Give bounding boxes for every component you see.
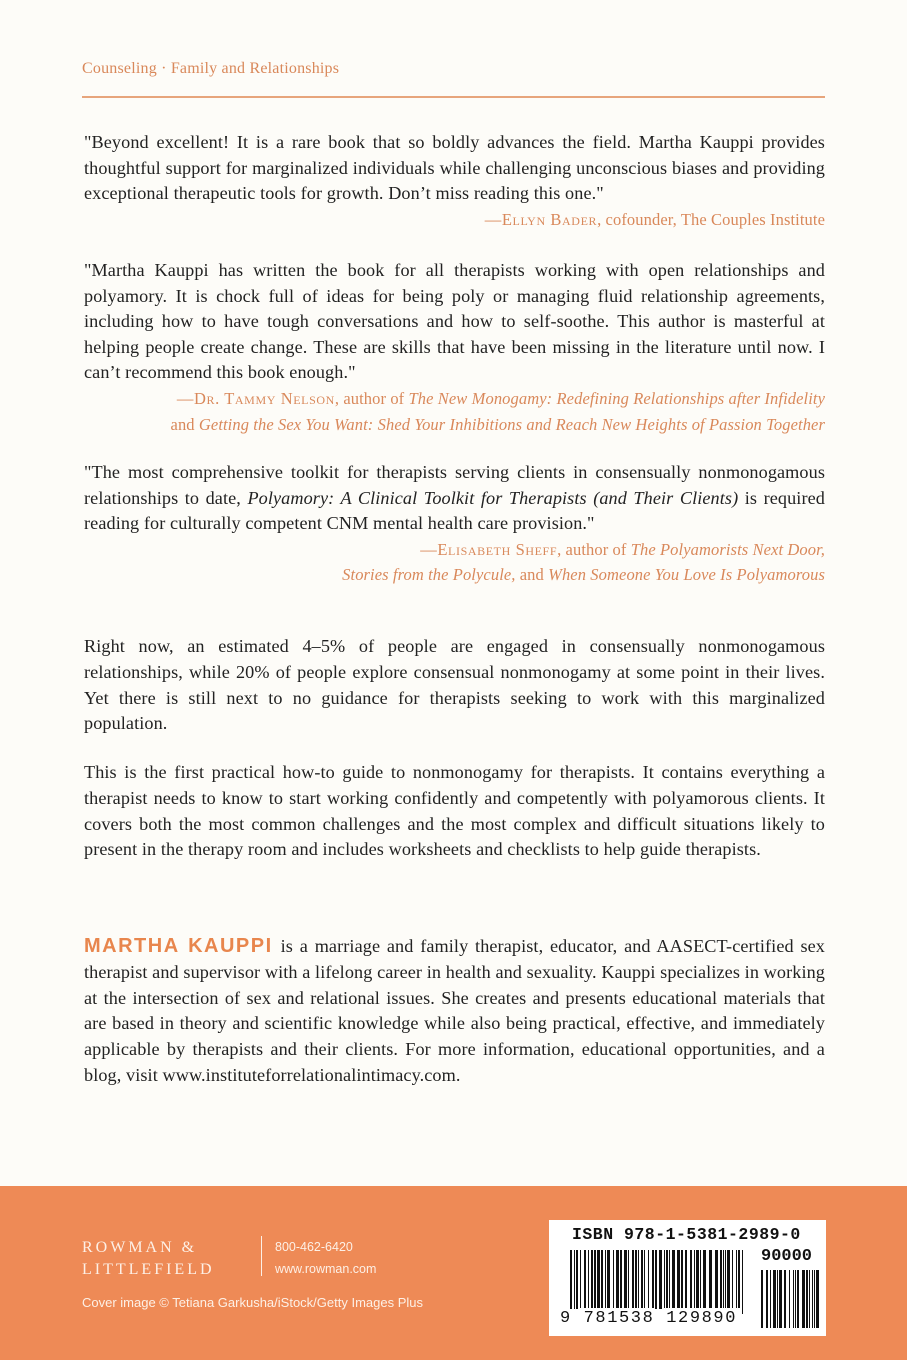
barcode-bar [694, 1250, 695, 1308]
price-code: 90000 [761, 1247, 813, 1266]
barcode-bar [681, 1250, 683, 1308]
addon-bar [816, 1270, 819, 1328]
barcode-bar [655, 1250, 657, 1314]
barcode-bar [628, 1250, 629, 1308]
barcode-bar [597, 1250, 600, 1308]
barcode-bar [591, 1250, 593, 1308]
author-name: MARTHA KAUPPI [84, 935, 273, 957]
author-bio-text: is a marriage and family therapist, educator, and AASECT-certified sex therapist and supervisor with a lifelong career in health and sexuality. Kauppi specializes in working at the intersection of sex and relational issues. She creates and presents educational materials that are based in theory and scientific knowledge while also being practical, effective, and immediately applicable by therapists and their clients. For more information, educational opportunities, and a blog, visit www.instituteforrelationalintimacy.com. [84, 936, 825, 1085]
quote-2-attribution-and: and [170, 414, 199, 434]
barcode-bar [677, 1250, 680, 1308]
addon-bar [766, 1270, 768, 1328]
quote-2-text: "Martha Kauppi has written the book for all therapists working with open relationships and polyamory. It is chock full of ideas for being poly or managing fluid relationship agreements, including how to have tough conversations and how to self-soothe. This author is masterful at helping people create change. These are skills that have been missing in the literature until now. I can’t recommend this book enough." [84, 260, 825, 383]
barcode-bar [576, 1250, 578, 1314]
quote-1-attribution-rest: , cofounder, The Couples Institute [597, 209, 825, 229]
addon-bar [770, 1270, 771, 1328]
barcode-bar [638, 1250, 639, 1308]
barcode-bar [605, 1250, 606, 1308]
quote-3-attribution-and: and [515, 565, 549, 585]
ean-digits: 9 781538 129890 [560, 1309, 738, 1328]
publisher-line-2: LITTLEFIELD [82, 1261, 215, 1278]
barcode-bar [690, 1250, 692, 1308]
barcode-bar [709, 1250, 712, 1308]
publisher-website: www.rowman.com [275, 1262, 377, 1276]
barcode-bar [580, 1250, 581, 1308]
barcode-bar [725, 1250, 726, 1308]
addon-bar [795, 1270, 796, 1328]
barcode-bar [570, 1250, 572, 1314]
barcode-bar [624, 1250, 627, 1308]
barcode-bar [723, 1250, 724, 1308]
description-text-1: Right now, an estimated 4–5% of people are engaged in consensually nonmonogamous relationships, while 20% of people explore consensual nonmonogamy at some point in their lives. Yet there is still next to no guidance for therapists seeking to work with this marginalized population. [84, 636, 825, 734]
addon-bar [812, 1270, 813, 1328]
barcode-bar [652, 1250, 654, 1308]
barcode-bar [641, 1250, 643, 1308]
addon-bar [814, 1270, 815, 1328]
barcode-bar [607, 1250, 610, 1308]
quote-1-text: "Beyond excellent! It is a rare book that so boldly advances the field. Martha Kauppi provides thoughtful support for marginalized individuals while challenging unconscious biases and providing exceptional therapeutic tools for growth. Don’t miss reading this one." [84, 132, 825, 204]
barcode-bar [738, 1250, 740, 1308]
barcode-bar [664, 1250, 665, 1308]
quote-3-title-3: When Someone You Love Is Polyamorous [548, 565, 825, 585]
barcode-bar [620, 1250, 622, 1308]
quote-3-title-2: Stories from the Polycule, [342, 565, 516, 585]
publisher-phone: 800-462-6420 [275, 1240, 353, 1254]
quote-3-attribution-name: —Elisabeth Sheff [420, 539, 558, 559]
quote-3-book-title: Polyamory: A Clinical Toolkit for Therapists (and Their Clients) [247, 487, 739, 508]
barcode-bar [736, 1250, 737, 1308]
barcode-bar [601, 1250, 603, 1308]
addon-bar [761, 1270, 763, 1328]
barcode-bar [672, 1250, 675, 1308]
addon-bar [779, 1270, 782, 1328]
quote-2-attribution-mid: , author of [334, 388, 409, 408]
addon-bar [809, 1270, 810, 1328]
barcode-bar [635, 1250, 637, 1308]
description-text-2: This is the first practical how-to guide to nonmonogamy for therapists. It contains everything a therapist needs to know to start working confidently and competently with polyamorous clients. It covers both the most common challenges and the most complex and difficult situations likely to present in the therapy room and includes worksheets and checklists to help guide therapists. [84, 762, 825, 860]
barcode-bar [720, 1250, 722, 1308]
quote-3-attribution-mid: , author of [557, 539, 631, 559]
barcode-bar [584, 1250, 586, 1308]
barcode-bar [616, 1250, 619, 1308]
addon-bar [789, 1270, 790, 1328]
barcode-bar [588, 1250, 589, 1308]
barcode-bar [715, 1250, 718, 1308]
addon-bar [793, 1270, 794, 1328]
barcode-bar [732, 1250, 733, 1308]
category-label: Counseling · Family and Relationships [82, 60, 340, 77]
barcode-bar [700, 1250, 701, 1308]
addon-bar [784, 1270, 786, 1328]
addon-bar [773, 1270, 776, 1328]
addon-bar [797, 1270, 799, 1328]
barcode-bar [659, 1250, 662, 1314]
barcode-bar [594, 1250, 596, 1308]
publisher-line-1: ROWMAN & [82, 1239, 198, 1256]
quote-2-title-2: Getting the Sex You Want: Shed Your Inhibitions and Reach New Heights of Passion Together [198, 414, 825, 434]
barcode-bar [685, 1250, 687, 1308]
barcode-bar [648, 1250, 649, 1308]
barcode-bar [727, 1250, 730, 1308]
quote-1-attribution-name: —Ellyn Bader [484, 209, 598, 229]
isbn-label: ISBN 978-1-5381-2989-0 [572, 1225, 801, 1244]
quote-2-title-1: The New Monogamy: Redefining Relationships after Infidelity [408, 388, 825, 408]
barcode-bar [703, 1250, 706, 1308]
addon-bar [802, 1270, 805, 1328]
barcode-bar [632, 1250, 634, 1308]
barcode-bar [574, 1250, 575, 1314]
barcode-bar [613, 1250, 614, 1308]
barcode-bar [669, 1250, 670, 1308]
quote-3-title-1: The Polyamorists Next Door, [630, 539, 825, 559]
barcode-bar [696, 1250, 699, 1308]
barcode-bar [666, 1250, 668, 1308]
addon-bar [777, 1270, 778, 1328]
quote-3-text-before: "The most comprehensive toolkit for therapists serving clients in consensually nonmonogamous relationships to date, [84, 462, 825, 508]
barcode-bar [742, 1250, 743, 1314]
quote-2-attribution-name: —Dr. Tammy Nelson [176, 388, 335, 408]
quote-3-text-after: is required reading for culturally competent CNM mental health care provision." [84, 487, 825, 534]
barcode-bar [644, 1250, 645, 1308]
cover-image-credit: Cover image © Tetiana Garkusha/iStock/Getty Images Plus [82, 1295, 423, 1310]
addon-bar [806, 1270, 808, 1328]
